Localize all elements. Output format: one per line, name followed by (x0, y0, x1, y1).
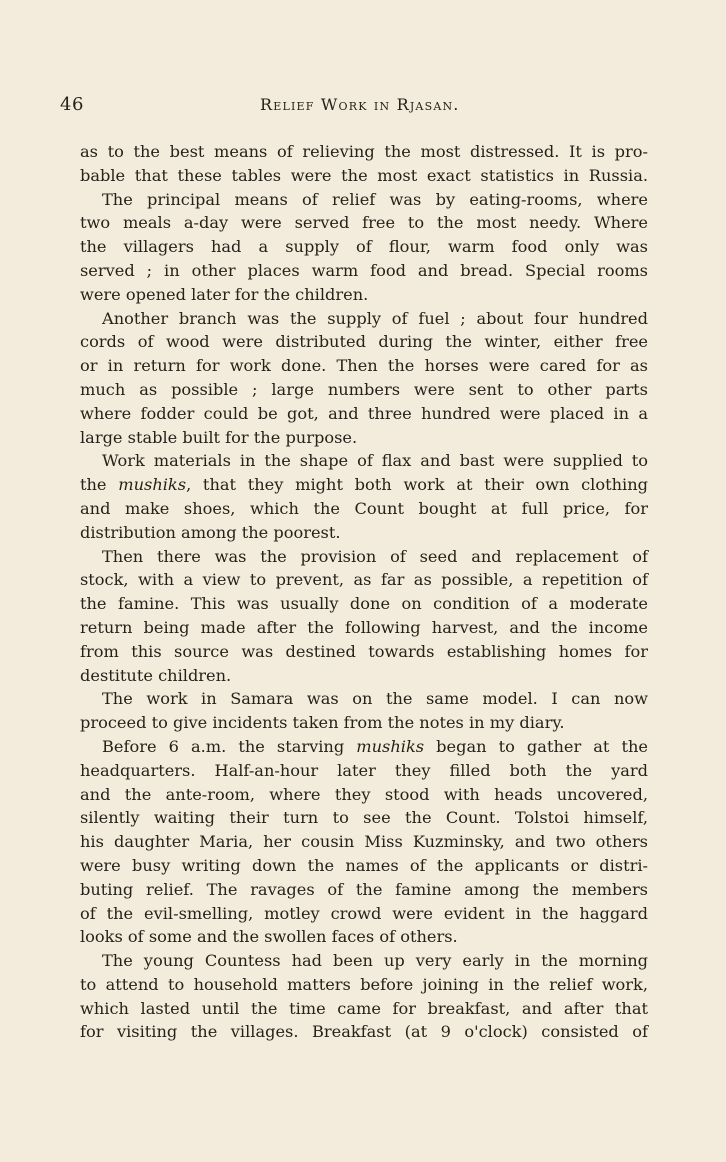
text-line: of the evil-smelling, motley crowd were evident in the haggard (80, 903, 648, 923)
text-line: looks of some and the swollen faces of others. (80, 927, 458, 947)
body-text (80, 140, 648, 1044)
text-line: where fodder could be got, and three hundred were placed in a (80, 403, 648, 423)
text-line: were opened later for the children. (80, 284, 369, 304)
text-line: bable that these tables were the most exact statistics in Russia. (80, 165, 648, 185)
running-title: Relief Work in Rjasan. (260, 95, 460, 114)
line-text: began to gather at the (424, 736, 648, 756)
running-head (60, 93, 660, 117)
line-text: Before 6 a.m. the starving (102, 736, 357, 756)
text-line: as to the best means of relieving the most distressed. It is pro- (80, 142, 648, 161)
text-line: the famine. This was usually done on condition of a moderate (80, 594, 648, 614)
text-line: served ; in other places warm food and bread. Special rooms (80, 260, 648, 280)
text-line (80, 473, 648, 497)
text-line: return being made after the following harvest, and the income (80, 617, 648, 637)
text-line: The work in Samara was on the same model. I can now (102, 689, 648, 709)
line-text: the (80, 475, 119, 495)
italic-term: mushiks (118, 475, 187, 495)
text-line: for visiting the villages. Breakfast (at 9 o'clock) consisted of (80, 1022, 648, 1042)
text-line: The young Countess had been up very early in the morning (102, 951, 648, 971)
text-line: Then there was the provision of seed and replacement of (102, 546, 648, 566)
text-line: and make shoes, which the Count bought at full price, for (80, 498, 648, 518)
text-line: The principal means of relief was by eating-rooms, where (102, 189, 648, 209)
text-line: and the ante-room, where they stood with heads uncovered, (80, 784, 648, 804)
text-line: distribution among the poorest. (80, 522, 341, 542)
text-line: his daughter Maria, her cousin Miss Kuzminsky, and two others (80, 832, 648, 852)
text-line: silently waiting their turn to see the Count. Tolstoi himself, (80, 808, 648, 828)
text-line: which lasted until the time came for breakfast, and after that (80, 998, 648, 1018)
text-line: Work materials in the shape of flax and bast were supplied to (102, 451, 648, 471)
line-text: , that they might both work at their own clothing (186, 475, 649, 495)
italic-term: mushiks (356, 736, 425, 756)
text-line: buting relief. The ravages of the famine among the members (80, 879, 648, 899)
page-number: 46 (60, 94, 84, 115)
text-line: stock, with a view to prevent, as far as possible, a repetition of (80, 570, 648, 590)
text-line (80, 735, 648, 759)
text-line: were busy writing down the names of the applicants or distri- (80, 855, 648, 875)
text-line: two meals a-day were served free to the most needy. Where (80, 213, 648, 233)
text-line: the villagers had a supply of flour, warm food only was (80, 237, 648, 257)
text-line: to attend to household matters before joining in the relief work, (80, 974, 648, 994)
text-line: from this source was destined towards establishing homes for (80, 641, 648, 661)
text-line: large stable built for the purpose. (80, 427, 358, 447)
text-line: proceed to give incidents taken from the notes in my diary. (80, 713, 565, 733)
text-line: much as possible ; large numbers were sent to other parts (80, 379, 648, 399)
text-line: headquarters. Half-an-hour later they filled both the yard (80, 760, 648, 780)
text-line: cords of wood were distributed during the winter, either free (80, 332, 648, 352)
text-line: or in return for work done. Then the horses were cared for as (80, 356, 648, 376)
text-line: destitute children. (80, 665, 232, 685)
text-line: Another branch was the supply of fuel ; about four hundred (102, 308, 648, 328)
